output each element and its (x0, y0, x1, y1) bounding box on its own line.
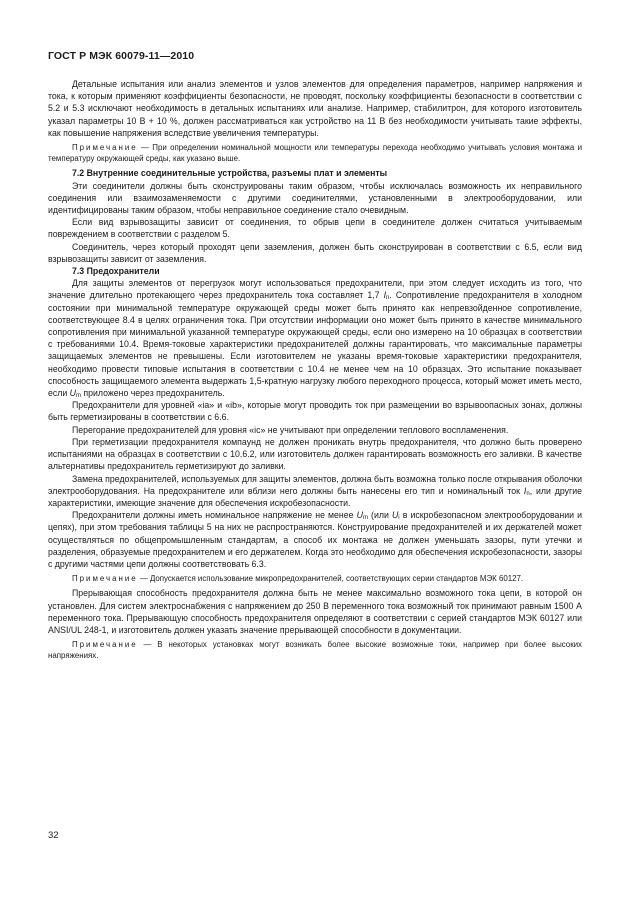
body-paragraph: Предохранители для уровней «ia» и «ib», которые могут проводить ток при размещении во взрывоопасных зонах, должны быть герметизированы в соответствии с 6.6. (48, 400, 582, 423)
body-paragraph: Замена предохранителей, используемых для защиты элементов, должна быть возможна только после открывания оболочки электрооборудования. На предохранителе или вблизи него должны быть нанесены его тип и номинальный ток $I_n$, или другие характеристики, имеющие значение для обеспечения искробезопасности. (48, 473, 583, 508)
body-paragraph: Предохранители должны иметь номинальное напряжение не менее $U_m$ (или $U_i$ в искробезопасном электрооборудовании и цепях), при этом требования таблицы 5 на них не распространяются. Конструирование предохранителей и их держателей может осуществляться по общепромышленным стандартам, а способ их монтажа не должен уменьшать зазоры, пути утечки и разделения, образуемые предохранителем и его держателем. Когда это необходимо для обеспечения искробезопасности, зазоры с другими частями цепи должны соответствовать 6.3. (48, 510, 582, 569)
math-symbol: U (356, 510, 363, 521)
note-paragraph: Примечание — Допускается использование микропредохранителей, соответствующих серии стандартов МЭК 60127. (72, 574, 524, 584)
note-paragraph: Примечание — В некоторых установках могут возникать более высокие возможные токи, например при более высоких напряжениях. (48, 640, 582, 661)
body-paragraph: Эти соединители должны быть сконструированы таким образом, чтобы исключалась возможность их неправильного соединения или взаимозаменяемости с другими соединителями, установленными в электрооборудовании, или идентифицированы таким образом, чтобы неправильное соединение стало очевидным. (48, 180, 582, 216)
math-subscript: i (398, 515, 400, 522)
document-header: ГОСТ Р МЭК 60079-11—2010 (48, 50, 195, 62)
section-heading: 7.3 Предохранители (72, 266, 160, 277)
body-paragraph: Соединитель, через который проходят цепи заземления, должен быть сконструирован в соответствии с 6.5, если вид взрывозащиты зависит от заземления. (48, 241, 582, 264)
math-subscript: m (76, 393, 81, 400)
note-paragraph: Примечание — При определении номинальной мощности или температуры перехода необходимо учитывать условия монтажа и температуру окружающей среды, как указано выше. (48, 143, 582, 164)
page-number: 32 (48, 830, 59, 841)
note-label: Примечание (72, 143, 138, 153)
body-paragraph: Прерывающая способность предохранителя должна быть не менее максимально возможного тока цепи, в которой он установлен. Для систем электроснабжения с напряжением до 250 В переменного тока возможный ток принимают равным 1500 А переменного тока. Прерывающую способность предохранителя определяют в соответствии с серией стандартов МЭК 60127 или ANSI/UL 248-1, и изготовитель должен указать значение прерывающей способности в документации. (48, 588, 582, 635)
math-subscript: n (386, 295, 390, 302)
math-symbol: U (391, 510, 399, 521)
document-body (48, 78, 582, 665)
math-subscript: n (526, 490, 530, 497)
body-paragraph: Для защиты элементов от перегрузок могут использоваться предохранители, при этом следует исходить из того, что значение длительно протекающего через предохранитель тока составляет 1,7 $I_n$. Сопротивление предохранителя в холодном состоянии при минимальной температуре окружающей среды может быть принято как непревзойденное сопротивление, соответствующее 8.4 в целях ограничения тока. При отсутствии информации оно может быть принято в качестве минимального сопротивления при минимальной указанной температуре окружающей среды, если оно измерено на 10 образцах в соответствии с требованиями 10.4. Время-токовые характеристики предохранителей должны гарантировать, что максимальные параметры защищаемых элементов не превышены. Если изготовителем не указаны время-токовые характеристики предохранителя, необходимо провести типовые испытания в соответствии с 10.4 не менее чем на 10 образцах. Это испытание показывает способность защищаемого элемента выдержать 1,5-кратную нагрузку любого переходного процесса, который может иметь место, если $U_m$ приложено через предохранитель. (48, 278, 582, 400)
section-heading: 7.2 Внутренние соединительные устройства, разъемы плат и элементы (72, 168, 388, 179)
math-symbol: I (523, 485, 527, 496)
math-subscript: m (362, 515, 368, 522)
note-label: Примечание (72, 574, 138, 584)
math-symbol: U (69, 388, 76, 399)
body-paragraph: Если вид взрывозащиты зависит от соединения, то обрыв цепи в соединителе должен считаться учитываемым повреждением в соответствии с разделом 5. (48, 217, 582, 240)
body-paragraph: Перегорание предохранителей для уровня «ic» не учитывают при определении теплового воспламенения. (72, 424, 509, 435)
note-label: Примечание (72, 640, 138, 650)
body-paragraph: Детальные испытания или анализ элементов и узлов элементов для определения параметров, например напряжения и тока, к которым применяют коэффициенты безопасности, не проводят, поскольку коэффициенты безопасности в соответствии с 5.2 и 5.3 исключают необходимость в детальных испытаниях или анализе. Например, стабилитрон, для которого изготовитель указал параметры 10 В + 10 %, должен рассматриваться как устройство на 11 В без необходимости учитывать такие эффекты, как повышение напряжения вследствие увеличения температуры. (48, 79, 582, 138)
math-symbol: I (383, 290, 387, 301)
body-paragraph: При герметизации предохранителя компаунд не должен проникать внутрь предохранителя, что должно быть проверено испытаниями на образцах в соответствии с 10.6.2, или изготовитель должен гарантировать возможность его заливки. В качестве альтернативы предохранитель герметизируют до заливки. (48, 436, 582, 472)
